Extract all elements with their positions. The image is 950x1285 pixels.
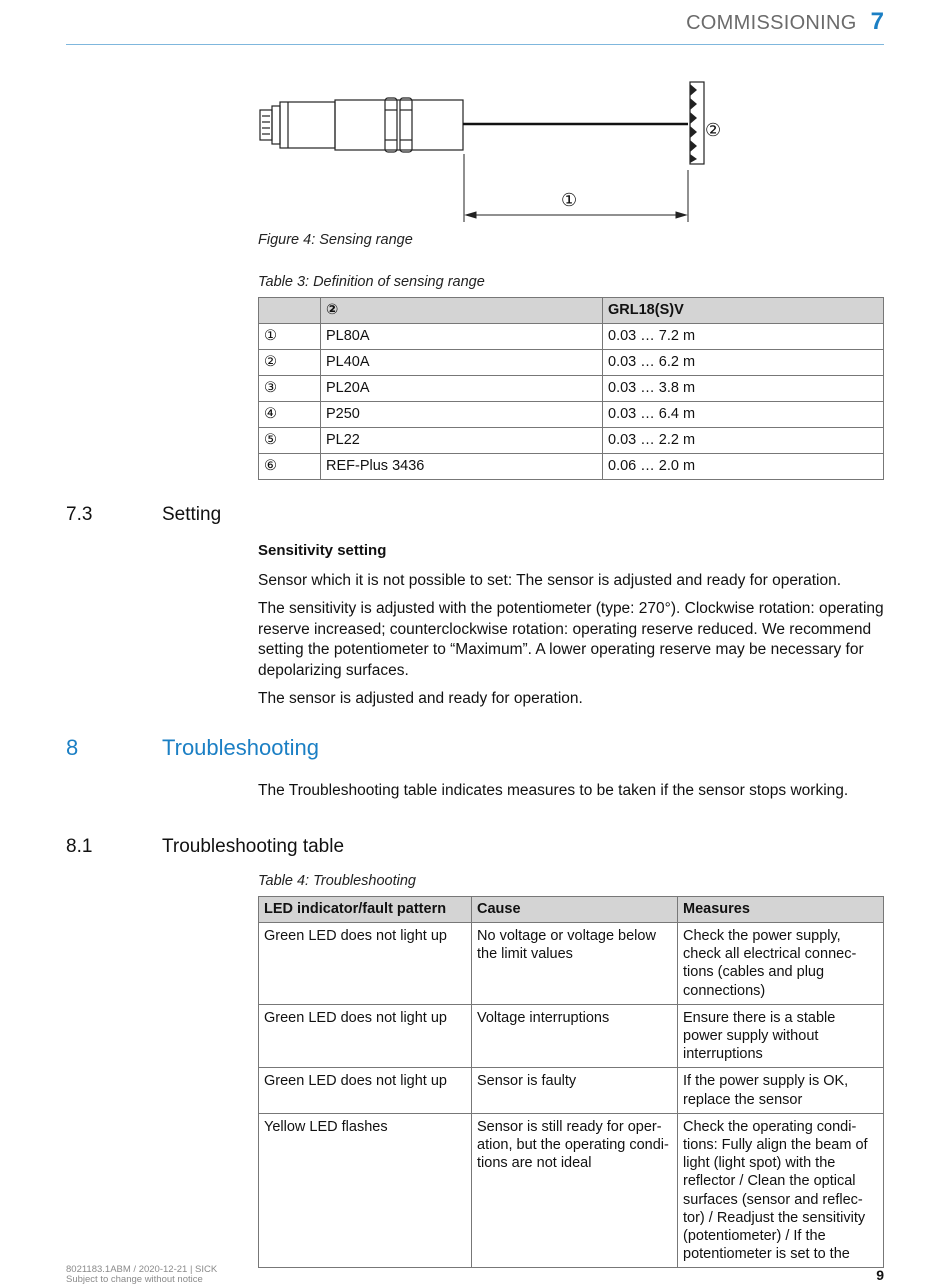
table-cell: ① [259, 324, 321, 350]
table-row [259, 1113, 884, 1268]
paragraph: Sensor which it is not possible to set: The sensor is adjusted and ready for operation. [258, 572, 842, 589]
table-cell: ④ [259, 402, 321, 428]
table-cell: PL20A [321, 376, 603, 402]
table-header-cell: Measures [678, 897, 884, 923]
table-cell: Green LED does not light up [259, 923, 472, 1005]
table-row [259, 1004, 884, 1068]
table-cell: Green LED does not light up [259, 1068, 472, 1113]
table-cell: Sensor is faulty [472, 1068, 678, 1113]
table-cell: Green LED does not light up [259, 1004, 472, 1068]
table-cell: 0.03 … 6.4 m [603, 402, 884, 428]
table-cell: If the power supply is OK, replace the sensor [678, 1068, 884, 1113]
page-header [686, 8, 884, 36]
table-cell: Voltage interruptions [472, 1004, 678, 1068]
footer-notice: Subject to change without notice [66, 1274, 203, 1285]
table-cell: ③ [259, 376, 321, 402]
table-cell: PL80A [321, 324, 603, 350]
table-header-cell: LED indicator/fault pattern [259, 897, 472, 923]
table-header-cell: GRL18(S)V [603, 298, 884, 324]
section-title: Troubleshooting table [162, 836, 345, 857]
table-cell: 0.03 … 3.8 m [603, 376, 884, 402]
sensing-range-table [258, 297, 884, 480]
table-cell: ⑤ [259, 428, 321, 454]
section-number: 7.3 [66, 504, 93, 525]
header-title: COMMISSIONING [686, 12, 857, 34]
table-cell: Ensure there is a stable power supply without interruptions [678, 1004, 884, 1068]
reflector-callout: ② [705, 120, 722, 141]
header-divider [66, 44, 884, 45]
chapter-title: Troubleshooting [162, 735, 319, 760]
troubleshooting-table [258, 896, 884, 1268]
table-header-row [259, 897, 884, 923]
header-chapter-number: 7 [870, 8, 884, 35]
sensing-range-figure [250, 70, 730, 230]
subheading: Sensitivity setting [258, 542, 387, 559]
table-row [259, 350, 884, 376]
table-cell: No voltage or voltage below the limit values [472, 923, 678, 1005]
reflector-drawing [690, 82, 704, 164]
table-cell: P250 [321, 402, 603, 428]
table-row [259, 402, 884, 428]
table-cell: 0.03 … 6.2 m [603, 350, 884, 376]
table3-caption: Table 3: Definition of sensing range [258, 274, 485, 290]
footer-doc-id: 8021183.1ABM / 2020-12-21 | SICK [66, 1264, 218, 1275]
footer-info [66, 1265, 217, 1285]
table-header-row [259, 298, 884, 324]
table-cell: PL22 [321, 428, 603, 454]
table-cell: REF-Plus 3436 [321, 454, 603, 480]
table-row [259, 376, 884, 402]
section-number: 8.1 [66, 836, 93, 857]
paragraph: The sensitivity is adjusted with the potentiometer (type: 270°). Clockwise rotation: operating reserve increased; counterclockwise rotation: operating reserve reduced. We recommend setting the potentiometer to “Maximum”. A lower operating reserve may be necessary for depolarizing surfaces. [258, 600, 884, 679]
section-title: Setting [162, 504, 222, 525]
page-number: 9 [876, 1267, 884, 1283]
table-cell: 0.06 … 2.0 m [603, 454, 884, 480]
table-header-cell: Cause [472, 897, 678, 923]
table-cell: 0.03 … 7.2 m [603, 324, 884, 350]
table-cell: Sensor is still ready for operation, but the operating conditions are not ideal [472, 1113, 678, 1268]
dimension-lines [464, 154, 688, 222]
table-row [259, 454, 884, 480]
table-cell: PL40A [321, 350, 603, 376]
figure-caption: Figure 4: Sensing range [258, 232, 413, 248]
table-header-cell [259, 298, 321, 324]
table-cell: Yellow LED flashes [259, 1113, 472, 1268]
table4-caption: Table 4: Troubleshooting [258, 873, 416, 889]
paragraph: The Troubleshooting table indicates measures to be taken if the sensor stops working. [258, 782, 849, 799]
sensor-drawing [260, 98, 463, 152]
paragraph: The sensor is adjusted and ready for operation. [258, 690, 583, 707]
table-header-cell: ② [321, 298, 603, 324]
distance-callout: ① [561, 190, 578, 211]
table-row [259, 324, 884, 350]
table-row [259, 428, 884, 454]
troubleshooting-table-container [258, 896, 885, 1263]
table-cell: Check the power supply, check all electrical connections (cables and plug connections) [678, 923, 884, 1005]
table-cell: 0.03 … 2.2 m [603, 428, 884, 454]
table-cell: ② [259, 350, 321, 376]
table-row [259, 1068, 884, 1113]
chapter-number: 8 [66, 735, 79, 760]
table-row [259, 923, 884, 1005]
table-cell: Check the operating conditions: Fully align the beam of light (light spot) with the reflector / Clean the optical surfaces (sensor and reflector) / Readjust the sensitivity (potentiometer) / If the potentiometer is set to the [678, 1113, 884, 1268]
table-cell: ⑥ [259, 454, 321, 480]
